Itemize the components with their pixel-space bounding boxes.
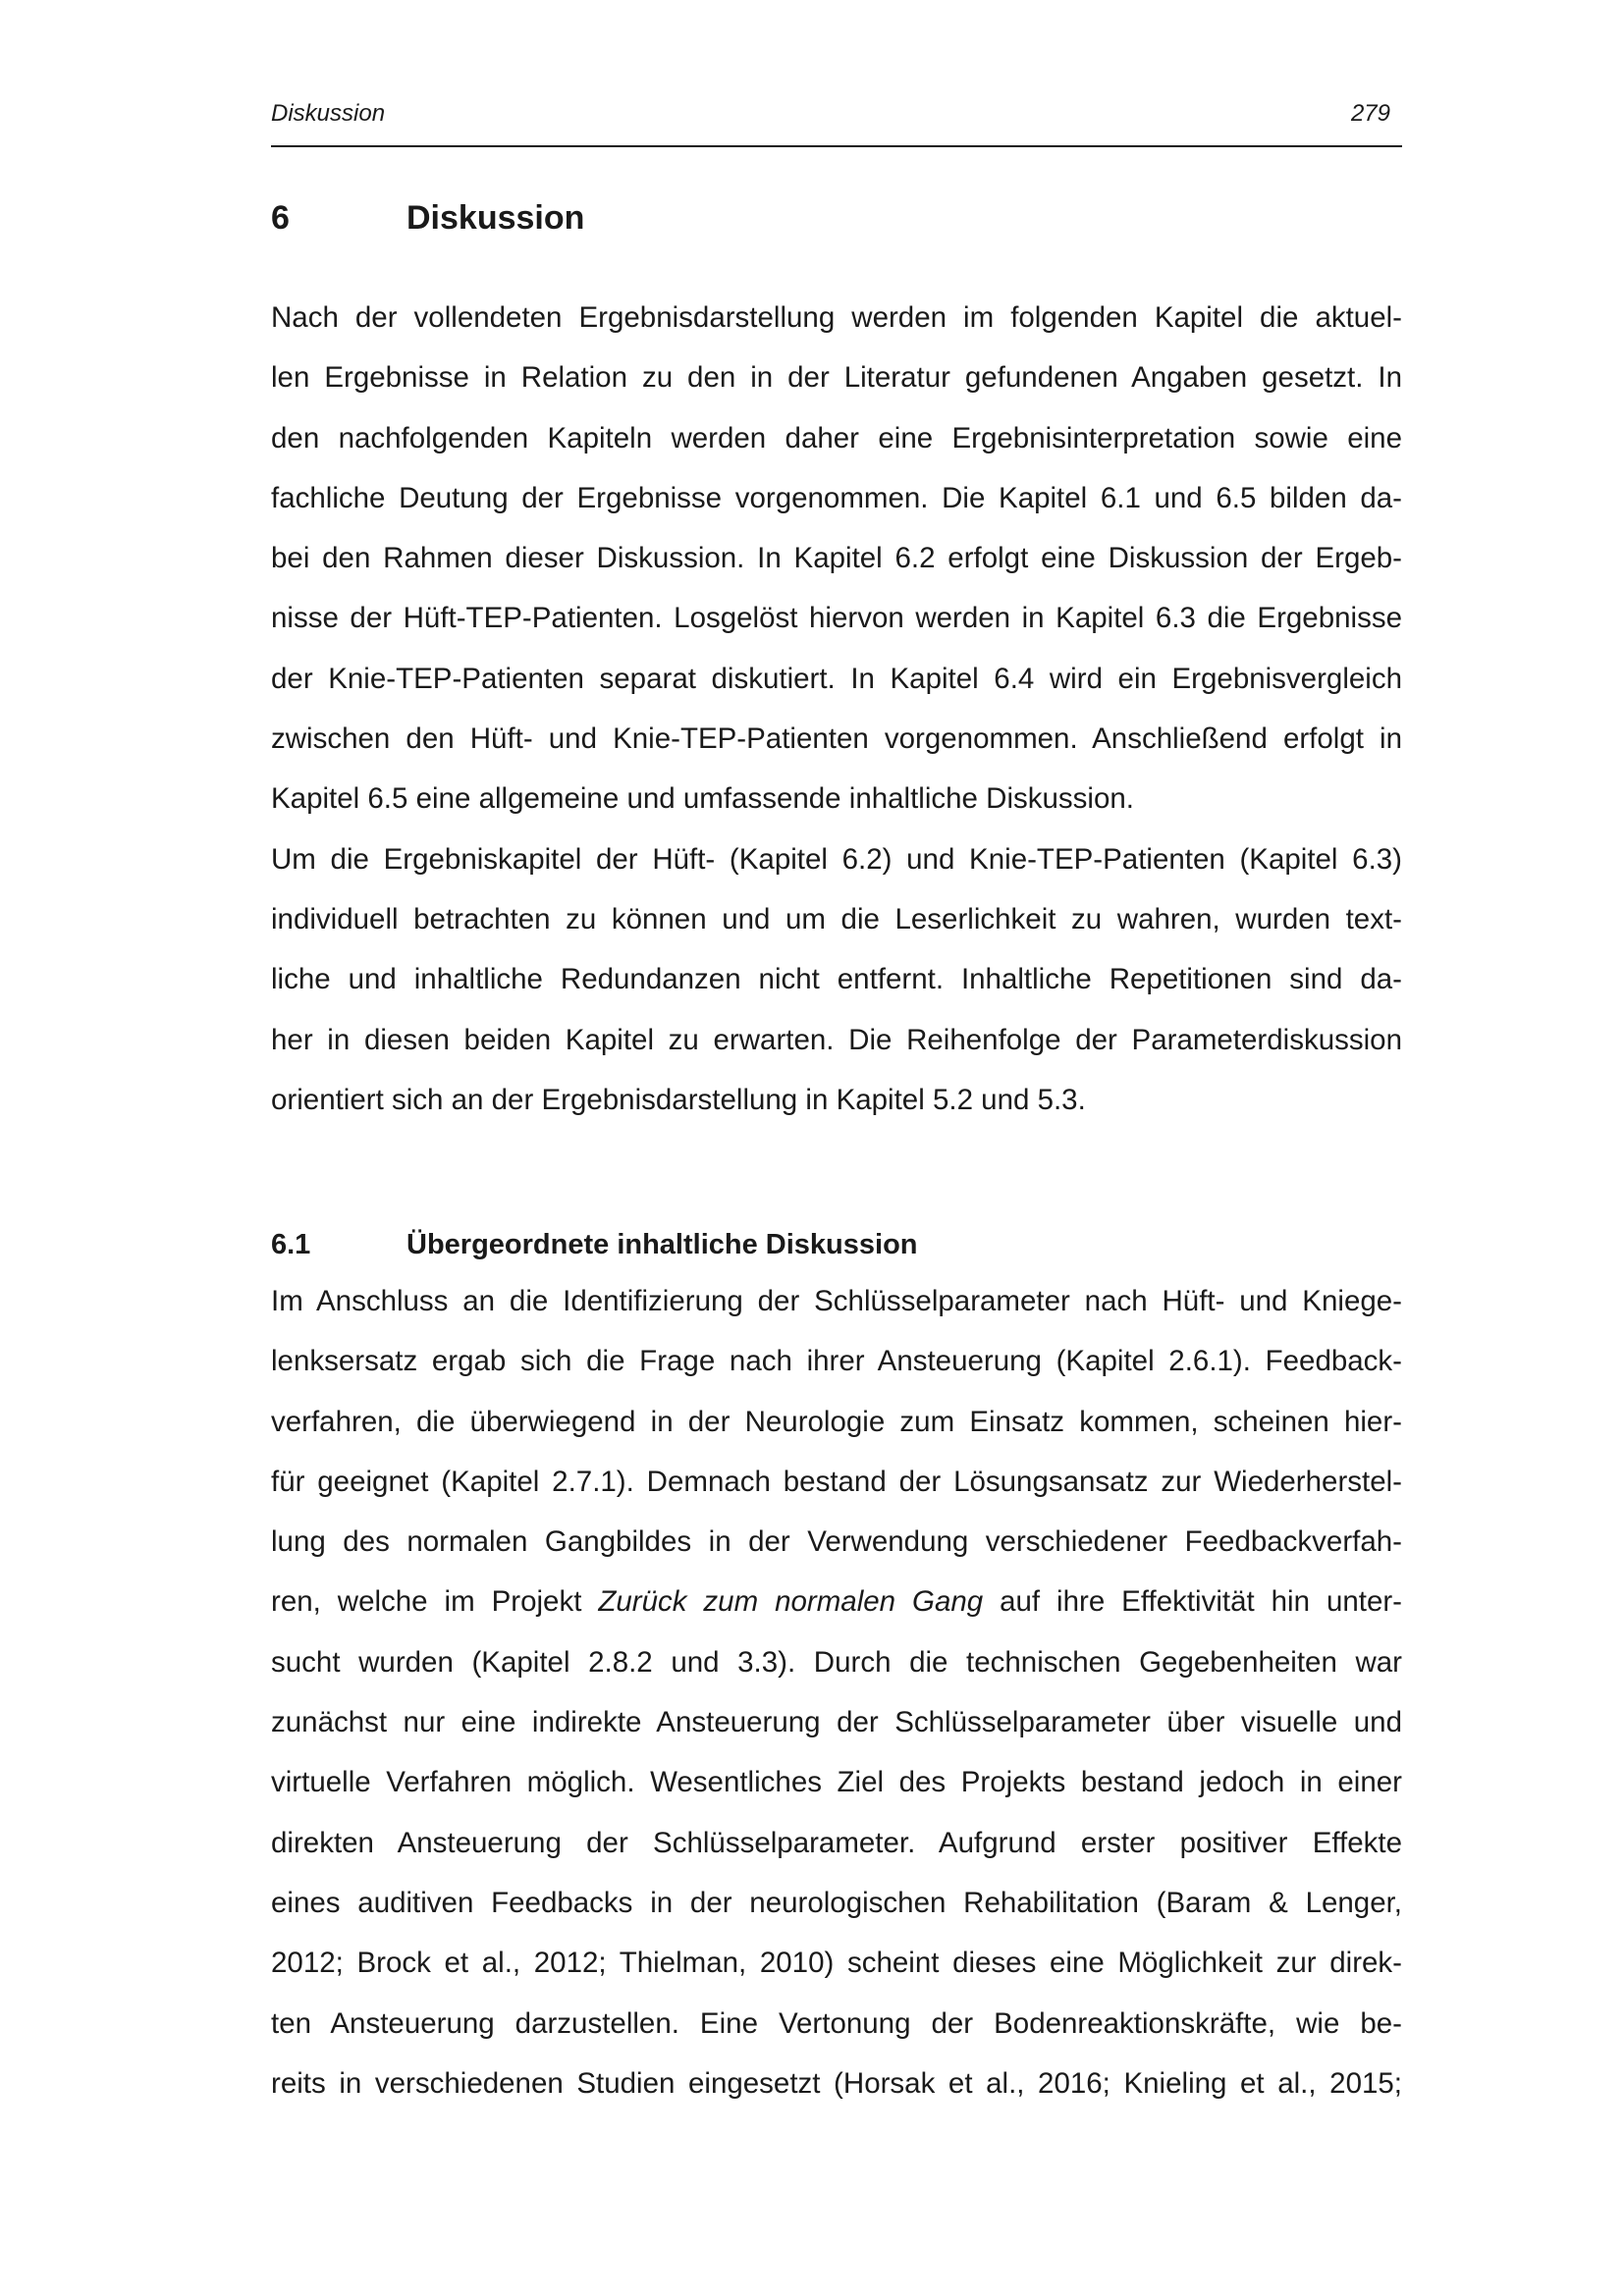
text-line: zwischen den Hüft- und Knie-TEP-Patienten vorgenommen. Anschließend erfolgt in [271, 722, 1402, 756]
text-line: lung des normalen Gangbildes in der Verwendung verschiedener Feedbackverfah- [271, 1525, 1402, 1559]
section-text [271, 1271, 1402, 2113]
text-line: fachliche Deutung der Ergebnisse vorgenommen. Die Kapitel 6.1 und 6.5 bilden da- [271, 481, 1402, 514]
text-segment: ren, welche im Projekt [271, 1585, 599, 1619]
text-line: ten Ansteuerung darzustellen. Eine Vertonung der Bodenreaktionskräfte, wie be- [271, 2006, 1402, 2040]
chapter-number: 6 [271, 199, 290, 237]
page-number: 279 [1350, 100, 1390, 127]
text-line: individuell betrachten zu können und um die Leserlichkeit zu wahren, wurden text- [271, 902, 1402, 935]
text-line: Nach der vollendeten Ergebnisdarstellung werden im folgenden Kapitel die aktuel- [271, 301, 1402, 334]
text-line: sucht wurden (Kapitel 2.8.2 und 3.3). Durch die technischen Gegebenheiten war [271, 1645, 1402, 1679]
text-line: nisse der Hüft-TEP-Patienten. Losgelöst hiervon werden in Kapitel 6.3 die Ergebnisse [271, 602, 1402, 635]
text-line: reits in verschiedenen Studien eingesetzt (Horsak et al., 2016; Knieling et al., 2015; [271, 2066, 1402, 2100]
project-title-italic: Zurück zum normalen Gang [598, 1585, 984, 1619]
text-line: liche und inhaltliche Redundanzen nicht entfernt. Inhaltliche Repetitionen sind da- [271, 963, 1402, 996]
text-line-with-italic [271, 1572, 1402, 1631]
intro-text [271, 288, 1402, 1130]
text-line: der Knie-TEP-Patienten separat diskutiert. In Kapitel 6.4 wird ein Ergebnisvergleich [271, 662, 1402, 695]
text-line: für geeignet (Kapitel 2.7.1). Demnach bestand der Lösungsansatz zur Wiederherstel- [271, 1465, 1402, 1498]
text-line: len Ergebnisse in Relation zu den in der Literatur gefundenen Angaben gesetzt. In [271, 361, 1402, 395]
text-line: her in diesen beiden Kapitel zu erwarten. Die Reihenfolge der Parameterdiskussion [271, 1023, 1402, 1056]
text-line: direkten Ansteuerung der Schlüsselparameter. Aufgrund erster positiver Effekte [271, 1826, 1402, 1859]
text-line: 2012; Brock et al., 2012; Thielman, 2010) scheint dieses eine Möglichkeit zur direk- [271, 1947, 1402, 1980]
text-line: verfahren, die überwiegend in der Neurologie zum Einsatz kommen, scheinen hier- [271, 1405, 1402, 1438]
text-line: orientiert sich an der Ergebnisdarstellung in Kapitel 5.2 und 5.3. [271, 1083, 1086, 1116]
text-line: Kapitel 6.5 eine allgemeine und umfassende inhaltliche Diskussion. [271, 782, 1134, 816]
text-line: zunächst nur eine indirekte Ansteuerung der Schlüsselparameter über visuelle und [271, 1706, 1402, 1739]
text-line: Um die Ergebniskapitel der Hüft- (Kapitel 6.2) und Knie-TEP-Patienten (Kapitel 6.3) [271, 842, 1402, 876]
chapter-title: Diskussion [406, 199, 585, 237]
running-header [271, 98, 1402, 147]
text-line: bei den Rahmen dieser Diskussion. In Kapitel 6.2 erfolgt eine Diskussion der Ergeb- [271, 542, 1402, 575]
text-segment: auf ihre Effektivität hin unter- [983, 1585, 1403, 1619]
section-number: 6.1 [271, 1229, 311, 1260]
text-line: den nachfolgenden Kapiteln werden daher eine Ergebnisinterpretation sowie eine [271, 421, 1402, 454]
text-line: eines auditiven Feedbacks in der neurologischen Rehabilitation (Baram & Lenger, [271, 1886, 1402, 1919]
text-line: lenksersatz ergab sich die Frage nach ihrer Ansteuerung (Kapitel 2.6.1). Feedback- [271, 1345, 1402, 1378]
section-title: Übergeordnete inhaltliche Diskussion [406, 1229, 918, 1260]
text-line: virtuelle Verfahren möglich. Wesentliches Ziel des Projekts bestand jedoch in einer [271, 1766, 1402, 1799]
running-title: Diskussion [271, 100, 386, 127]
text-line: Im Anschluss an die Identifizierung der Schlüsselparameter nach Hüft- und Kniege- [271, 1285, 1402, 1317]
